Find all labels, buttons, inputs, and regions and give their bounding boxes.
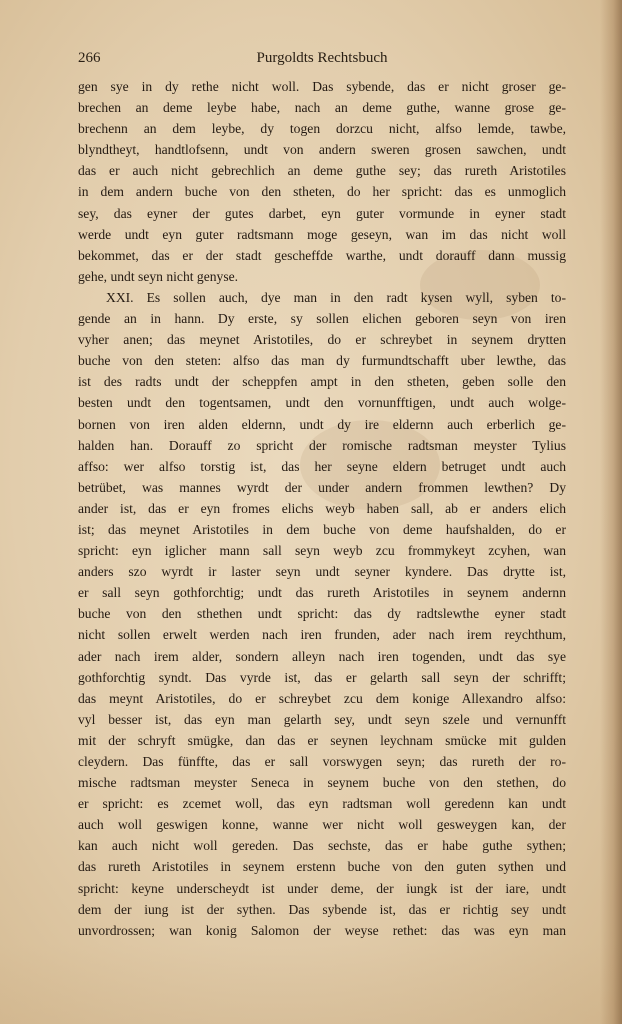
page-bottom-shade [0,944,622,1024]
text-line: besten undt den togentsamen, undt den vornunfftigen, undt auch wolge- [78,395,566,411]
text-line: bornen von iren alden eldernn, undt dy ire eldernn auch erberlich ge- [78,416,566,432]
text-line: buche von den sthethen undt spricht: das dy radtslewthe eyner stadt [78,606,566,622]
text-line: er spricht: es zcemet woll, das eyn radtsman woll geredenn kan undt [78,796,566,812]
text-line: in dem andern buche von den stheten, do her spricht: das es unmoglich [78,184,566,200]
text-line: ist des radts undt der scheppfen ampt in den stheten, geben solle den [78,374,566,390]
text-line: werde undt eyn guter radtsmann moge geseyn, wan im das nicht woll [78,226,566,242]
text-line: halden han. Dorauff zo spricht der romische radtsman meyster Tylius [78,437,566,453]
page-header [78,50,566,72]
text-line: brechenn an dem leybe, dy togen dorzcu nicht, alfso lemde, tawbe, [78,121,566,137]
text-line: anders szo wyrdt ir laster seyn undt seyner kyndere. Das drytte ist, [78,564,566,580]
text-line: gende an in hann. Dy erste, sy sollen elichen geboren seyn von iren [78,311,566,327]
text-line: vyher anen; das meynet Aristotiles, do er schreybet in seynem drytten [78,332,566,348]
text-line: blyndtheyt, handtlofsenn, undt von andern sweren grosen sawchen, undt [78,142,566,158]
text-line: er sall seyn gothforchtig; undt das rureth Aristotiles in seynem andernn [78,585,566,601]
text-line: dem der iung ist der sythen. Das sybende ist, das er richtig sey undt [78,901,566,917]
text-line: ader nach irem alder, sondern alleyn nach iren togenden, undt das sye [78,648,566,664]
text-line: auch woll geswigen konne, wanne wer nicht woll gesweygen kan, der [78,817,566,833]
page-edge-shadow [600,0,622,1024]
page-number: 266 [78,50,101,66]
text-line: ander ist, das er eyn fromes elichs weyb haben sall, ab er anders elich [78,500,566,516]
body-text [78,76,566,941]
text-line: gehe, undt seyn nicht genyse. [78,268,239,284]
text-line: betrübet, was mannes wyrdt der under andern frommen lewthen? Dy [78,479,566,495]
text-line: ist; das meynet Aristotiles in dem buche von deme haufshalden, do er [78,521,566,537]
text-line: kan auch nicht woll gereden. Das sechste, das er habe guthe sythen; [78,838,566,854]
text-line: bekommet, das er der stadt gescheffde warthe, undt dorauff dann mussig [78,247,566,263]
text-line: das meynt Aristotiles, do er schreybet zcu dem konige Allexandro alfso: [78,690,566,706]
section-start-line: XXI. Es sollen auch, dye man in den radt kysen wyll, syben to- [106,289,566,305]
text-line: das rureth Aristotiles in seynem erstenn buche von den guten sythen und [78,859,566,875]
text-line: buche von den steten: alfso das man dy furmundtschafft uber lewthe, das [78,353,566,369]
text-line: das er auch nicht gebrechlich an deme guthe sey; das rureth Aristotiles [78,163,566,179]
text-line: vyl besser ist, das eyn man gelarth sey, undt seyn szele und vernunfft [78,711,566,727]
text-line: spricht: eyn iglicher mann sall seyn weyb zcu frommykeyt zcyhen, wan [78,543,566,559]
text-line: brechen an deme leybe habe, nach an deme guthe, wanne grose ge- [78,100,566,116]
text-line: spricht: keyne underscheydt ist under deme, der iungk ist der iare, undt [78,880,566,896]
running-title: Purgoldts Rechtsbuch [256,50,388,66]
text-line: gothforchtig syndt. Das vyrde ist, das er gelarth sall seyn der schrifft; [78,669,566,685]
text-line: gen sye in dy rethe nicht woll. Das sybende, das er nicht groser ge- [78,79,566,94]
text-line: mit der schryft smügke, dan das er seynen leychnam smücke mit gulden [78,732,566,748]
text-line: affso: wer alfso torstig ist, das her seyne eldern betruget undt auch [78,458,566,474]
text-line: mische radtsman meyster Seneca in seynem buche von den stethen, do [78,775,566,791]
text-line: sey, das eyner der gutes darbet, eyn guter vormunde in eyner stadt [78,205,566,221]
text-line: unvordrossen; wan konig Salomon der weyse rethet: das was eyn man [78,922,566,938]
text-line: nicht sollen erwelt werden nach iren frunden, ader nach irem reychthum, [78,627,566,643]
text-line: cleydern. Das fünffte, das er sall vorswygen seyn; das rureth der ro- [78,754,566,769]
